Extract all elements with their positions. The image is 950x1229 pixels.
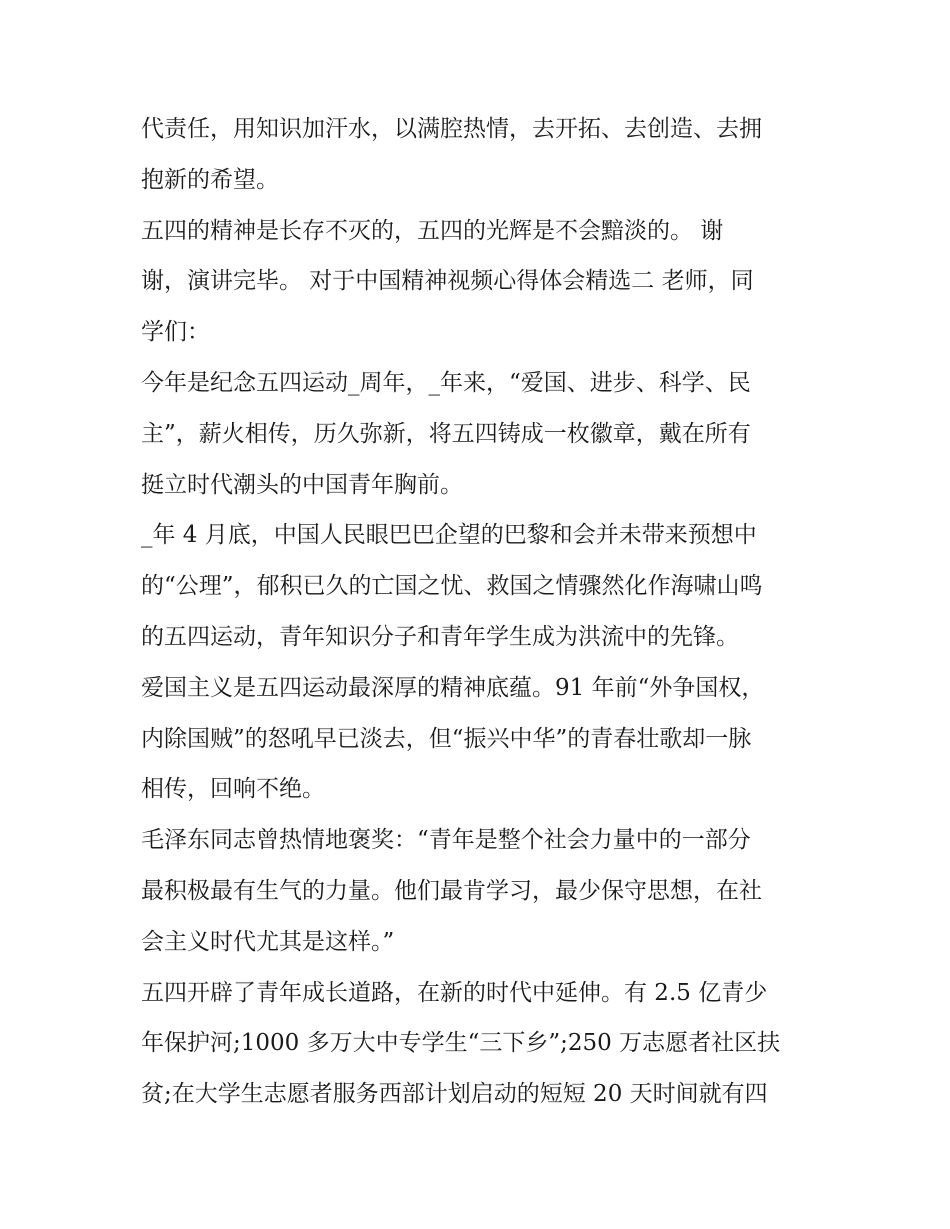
text-line: 今年是纪念五四运动_周年，_年来，“爱国、进步、科学、民 <box>141 369 751 396</box>
text-line: 爱国主义是五四运动最深厚的精神底蕴。91 年前“外争国权， <box>141 674 765 701</box>
text-line: 毛泽东同志曾热情地褒奖：“青年是整个社会力量中的一部分 <box>141 827 751 854</box>
text-line: 抱新的希望。 <box>141 166 279 193</box>
text-line: 五四的精神是长存不灭的，五四的光辉是不会黯淡的。 谢 <box>141 217 724 244</box>
text-line: 挺立时代潮头的中国青年胸前。 <box>141 471 463 498</box>
text-line: 代责任，用知识加汗水，以满腔热情，去开拓、去创造、去拥 <box>141 116 762 142</box>
text-line: 贫;在大学生志愿者服务西部计划启动的短短 20 天时间就有四 <box>141 1081 768 1108</box>
text-line: 内除国贼”的怒吼早已淡去，但“振兴中华”的青春壮歌却一脉 <box>141 725 752 752</box>
text-line: 的五四运动，青年知识分子和青年学生成为洪流中的先锋。 <box>141 623 739 650</box>
text-line: 相传，回响不绝。 <box>141 776 325 803</box>
text-line: 谢，演讲完毕。 对于中国精神视频心得体会精选二 老师，同 <box>141 268 754 295</box>
text-line: 主”，薪火相传，历久弥新，将五四铸成一枚徽章，戴在所有 <box>141 420 751 447</box>
document-body <box>141 104 821 1120</box>
text-line: 会主义时代尤其是这样。” <box>141 928 395 955</box>
text-line: 年保护河;1000 多万大中专学生“三下乡”;250 万志愿者社区扶 <box>141 1030 781 1057</box>
text-line: 五四开辟了青年成长道路，在新的时代中延伸。有 2.5 亿青少 <box>141 979 768 1006</box>
text-line: _年 4 月底，中国人民眼巴巴企望的巴黎和会并未带来预想中 <box>141 522 757 549</box>
text-line: 学们： <box>141 319 210 346</box>
text-line: 的“公理”，郁积已久的亡国之忧、救国之情骤然化作海啸山鸣 <box>141 573 763 600</box>
text-line: 最积极最有生气的力量。他们最肯学习，最少保守思想，在社 <box>141 877 762 904</box>
